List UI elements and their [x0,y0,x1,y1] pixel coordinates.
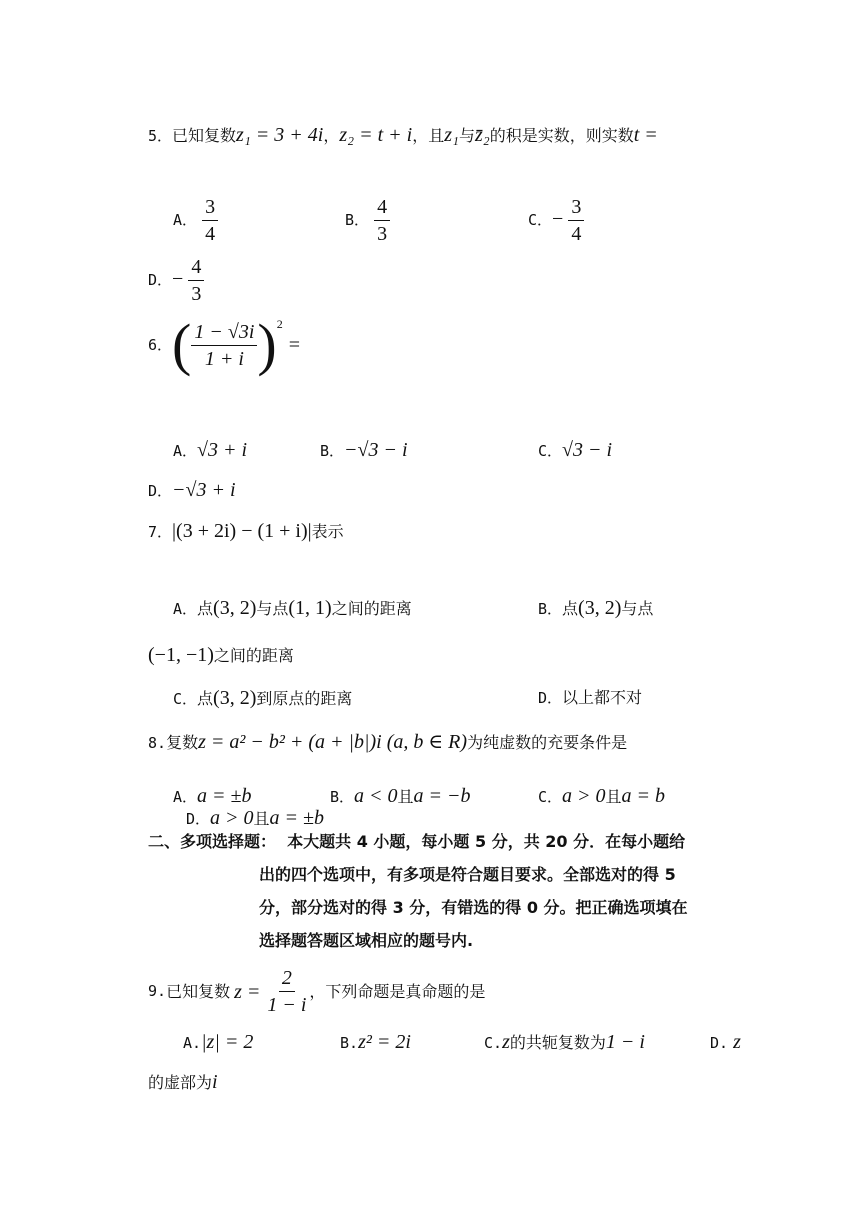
option-c: C．− $\frac{3}{4}$ [528,196,584,245]
option-d: D．a > 0且a = ±b [186,807,325,829]
option-a: A．点(3, 2)与点(1, 1)之间的距离 [173,597,412,619]
option-a: A.|z| = 2 [183,1031,254,1053]
option-c: C．√3 − i [538,439,613,461]
question-number: 9. [148,982,167,1000]
fraction: $\frac{1 - √3i}{1 + i}$ [191,321,257,370]
section-title: 二、多项选择题： [148,832,277,851]
option-d: D．− $\frac{4}{3}$ [148,256,204,305]
fraction: $\frac{4}{3}$ [188,256,204,305]
right-paren: ) [257,312,277,377]
option-c: C．a > 0且a = b [538,785,666,807]
question-number: 7． [148,523,173,541]
option-b-continued: (−1, −1)之间的距离 [148,644,294,666]
section-2-line-2: 出的四个选项中，有多项是符合题目要求。全部选对的得 5 [259,865,676,884]
question-7-stem: 7．|(3 + 2i) − (1 + i)|表示 [148,520,344,542]
option-a: A．a = ±b [173,785,252,807]
fraction: $\frac{3}{4}$ [202,196,218,245]
section-2-line-3: 分，部分选对的得 3 分，有错选的得 0 分。把正确选项填在 [259,898,688,917]
option-d: D．−√3 + i [148,479,236,501]
question-number: 6． [148,335,173,354]
option-d: D．以上都不对 [538,688,643,707]
option-b: B． $\frac{4}{3}$ [345,196,390,245]
fraction: $\frac{3}{4}$ [568,196,584,245]
question-9-stem: 9. 已知复数 z = $\frac{2}{1 - i}$ ，下列命题是真命题的是 [148,967,486,1016]
option-d: D. z [710,1031,741,1053]
question-number: 5． [148,127,173,145]
left-paren: ( [172,312,192,377]
option-a: A．√3 + i [173,439,248,461]
section-2-first-line: 二、多项选择题： 本大题共 4 小题，每小题 5 分，共 20 分．在每小题给 [148,832,686,851]
option-b: B．a < 0且a = −b [330,785,471,807]
question-8-stem: 8.复数z = a² − b² + (a + |b|)i (a, b ∈ R)为纯虚数的充要条件是 [148,731,628,753]
option-d-continued: 的虚部为i [148,1071,218,1093]
option-a: A． $\frac{3}{4}$ [173,196,218,245]
option-b: B.z² = 2i [340,1031,411,1053]
exponent: 2 [276,317,283,331]
option-c: C.z的共轭复数为1 − i [484,1031,645,1053]
option-b: B．−√3 − i [320,439,408,461]
option-b: B．点(3, 2)与点 [538,597,654,619]
question-number: 8. [148,734,167,752]
question-5-stem: 5．已知复数z₁ = 3 + 4i，z₂ = t + i，且z₁与z̄₂的积是实数，则实数t = [148,124,658,146]
section-2-line-4: 选择题答题区域相应的题号内. [259,931,474,950]
fraction: $\frac{4}{3}$ [374,196,390,245]
question-6-stem: 6． ( $\frac{1 - √3i}{1 + i}$ ) 2 = [148,312,300,377]
fraction: $\frac{2}{1 - i}$ [267,967,307,1016]
option-c: C．点(3, 2)到原点的距离 [173,687,353,709]
